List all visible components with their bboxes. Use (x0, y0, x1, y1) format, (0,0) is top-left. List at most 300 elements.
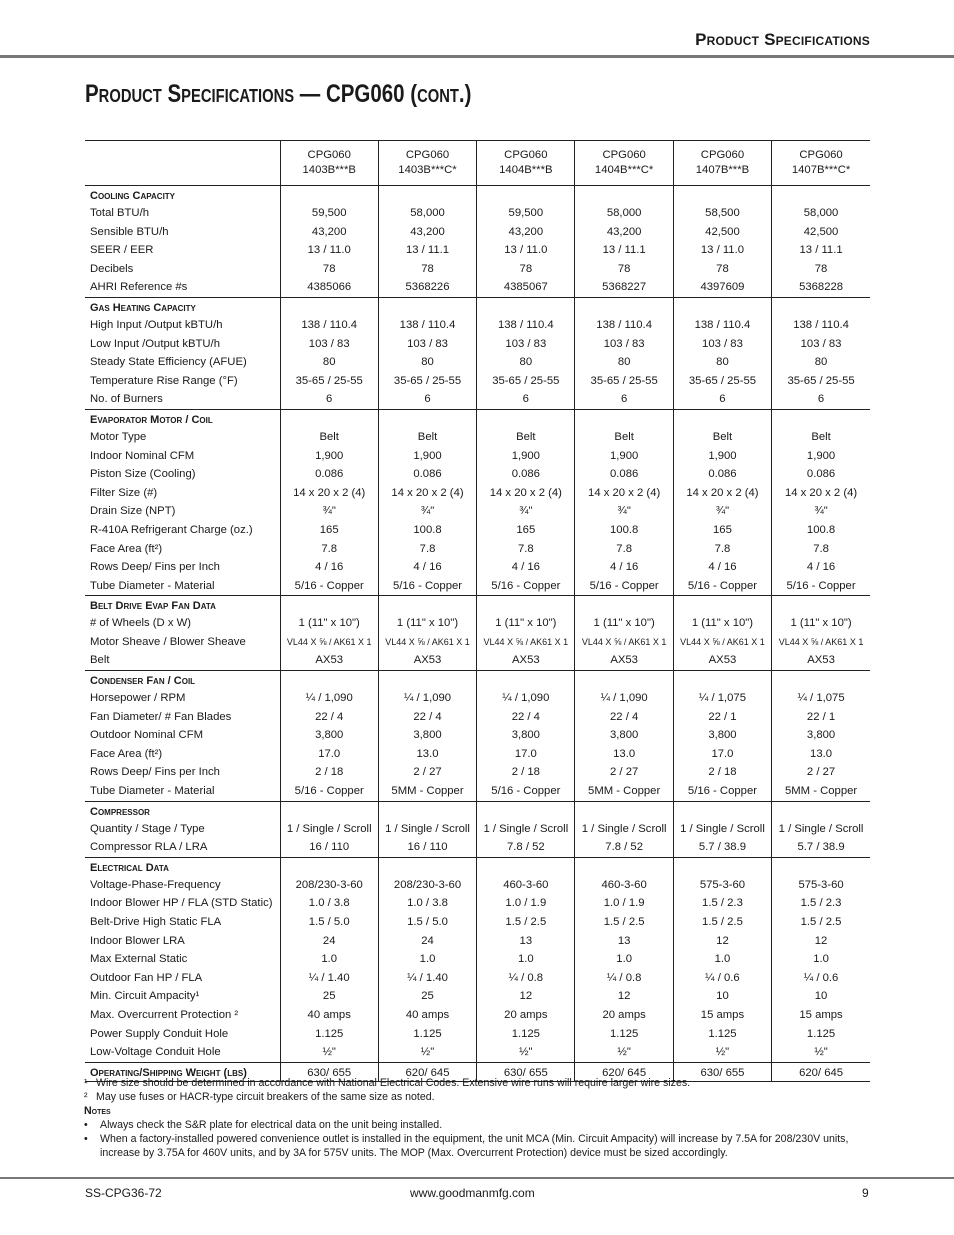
value-cell: 5368226 (378, 278, 476, 297)
row-label: Power Supply Conduit Hole (90, 1027, 229, 1040)
table-row (85, 932, 870, 951)
value-cell: 5/16 - Copper (280, 577, 378, 596)
value-cell: 1 (11" x 10") (477, 614, 575, 633)
value-cell: ¼ / 1,075 (673, 689, 771, 708)
value-cell: 43,200 (575, 223, 673, 242)
value-cell: 3,800 (575, 726, 673, 745)
value-cell: 5/16 - Copper (673, 577, 771, 596)
row-label: Max. Overcurrent Protection ² (90, 1008, 239, 1021)
value-cell: 1.5 / 5.0 (280, 913, 378, 932)
value-cell: VL44 X ⅝ / AK61 X 1 (772, 633, 870, 652)
value-cell: 5MM - Copper (575, 782, 673, 801)
value-cell: 22 / 4 (280, 708, 378, 727)
row-label: Indoor Nominal CFM (90, 449, 195, 462)
value-cell: 0.086 (772, 465, 870, 484)
value-cell: 17.0 (673, 745, 771, 764)
section-header-blank-cell (575, 801, 673, 820)
value-cell: ¼ / 1.40 (378, 969, 476, 988)
table-row (85, 540, 870, 559)
value-cell: 0.086 (378, 465, 476, 484)
value-cell: 59,500 (280, 204, 378, 223)
table-row (85, 745, 870, 764)
row-label: Motor Sheave / Blower Sheave (90, 635, 246, 648)
value-cell: 138 / 110.4 (477, 316, 575, 335)
value-cell: 13 / 11.1 (772, 241, 870, 260)
section-header-row (85, 596, 870, 615)
value-cell: VL44 X ⅝ / AK61 X 1 (673, 633, 771, 652)
value-cell: 5MM - Copper (772, 782, 870, 801)
footer-page-number: 9 (862, 1186, 869, 1200)
value-cell: 7.8 / 52 (575, 838, 673, 857)
footer-doc-id: SS-CPG36-72 (85, 1186, 162, 1200)
weight-value-cell: 630/ 655 (673, 1062, 771, 1081)
value-cell: 1.125 (378, 1025, 476, 1044)
table-row (85, 428, 870, 447)
value-cell: ¼ / 1,075 (772, 689, 870, 708)
section-title: Compressor (90, 805, 150, 818)
value-cell: 100.8 (772, 521, 870, 540)
value-cell: 35-65 / 25-55 (477, 372, 575, 391)
value-cell: 58,500 (673, 204, 771, 223)
table-row (85, 782, 870, 801)
row-label: Outdoor Nominal CFM (90, 729, 204, 742)
value-cell: Belt (575, 428, 673, 447)
section-header-blank-cell (673, 801, 771, 820)
value-cell: 1 / Single / Scroll (673, 820, 771, 839)
row-label: Low-Voltage Conduit Hole (85, 1043, 280, 1062)
section-header-blank-cell (378, 801, 476, 820)
value-cell: 13.0 (772, 745, 870, 764)
page-title: Product Specifications — CPG060 (cont.) (85, 80, 472, 108)
value-cell: 5/16 - Copper (280, 782, 378, 801)
value-cell: 4385066 (280, 278, 378, 297)
value-cell: 14 x 20 x 2 (4) (280, 484, 378, 503)
table-row (85, 484, 870, 503)
value-cell: 1.0 (280, 950, 378, 969)
row-label: AHRI Reference #s (85, 278, 280, 297)
value-cell: 103 / 83 (575, 335, 673, 354)
value-cell: 22 / 4 (575, 708, 673, 727)
value-cell: 460-3-60 (575, 876, 673, 895)
value-cell: 3,800 (280, 726, 378, 745)
value-cell: 35-65 / 25-55 (378, 372, 476, 391)
value-cell: 22 / 1 (772, 708, 870, 727)
value-cell: AX53 (772, 651, 870, 670)
value-cell: 2 / 18 (477, 763, 575, 782)
value-cell: 1,900 (280, 447, 378, 466)
value-cell: 13 / 11.0 (673, 241, 771, 260)
value-cell: 165 (673, 521, 771, 540)
row-label: Temperature Rise Range (°F) (90, 374, 238, 387)
section-header-blank-cell (280, 857, 378, 876)
table-row (85, 204, 870, 223)
value-cell: ¾" (280, 502, 378, 521)
row-label: Steady State Efficiency (AFUE) (90, 356, 247, 369)
section-header-blank-cell (477, 186, 575, 205)
section-header-blank-cell (378, 409, 476, 428)
section-header-blank-cell (477, 297, 575, 316)
value-cell: 13 / 11.1 (378, 241, 476, 260)
table-row (85, 447, 870, 466)
section-header-row (85, 857, 870, 876)
value-cell: 1,900 (772, 447, 870, 466)
value-cell: 20 amps (477, 1006, 575, 1025)
value-cell: ½" (378, 1043, 476, 1062)
value-cell: 3,800 (477, 726, 575, 745)
value-cell: 5/16 - Copper (673, 782, 771, 801)
value-cell: Belt (477, 428, 575, 447)
value-cell: 103 / 83 (280, 335, 378, 354)
row-label: Indoor Blower HP / FLA (STD Static) (90, 897, 273, 910)
section-header-row (85, 186, 870, 205)
value-cell: 22 / 4 (378, 708, 476, 727)
value-cell: 1.125 (772, 1025, 870, 1044)
row-label: Rows Deep/ Fins per Inch (90, 766, 220, 779)
value-cell: 1,900 (673, 447, 771, 466)
table-row (85, 241, 870, 260)
value-cell: 5368227 (575, 278, 673, 297)
value-cell: AX53 (477, 651, 575, 670)
value-cell: ½" (673, 1043, 771, 1062)
value-cell: 1 / Single / Scroll (772, 820, 870, 839)
value-cell: 575-3-60 (673, 876, 771, 895)
section-header-blank-cell (772, 596, 870, 615)
note-item: • When a factory-installed powered convenience outlet is installed in the equipment, the unit MCA (Min. Circuit Ampacity) will increase by 7.5A for 208/230V units, increase by 3.75A for 460V units, and by 3A for 575V units. The MOP (Max. Overcurrent Protection) device must be sized accordingly. (84, 1133, 849, 1159)
table-row (85, 763, 870, 782)
value-cell: 14 x 20 x 2 (4) (477, 484, 575, 503)
value-cell: AX53 (378, 651, 476, 670)
section-title: Electrical Data (90, 861, 169, 874)
value-cell: 0.086 (280, 465, 378, 484)
row-label: Drain Size (NPT) (90, 505, 176, 518)
value-cell: 1.0 (673, 950, 771, 969)
value-cell: 1 / Single / Scroll (378, 820, 476, 839)
value-cell: 20 amps (575, 1006, 673, 1025)
table-row (85, 1006, 870, 1025)
model-header-5: CPG060 1407B***B (673, 141, 771, 186)
row-label: Voltage-Phase-Frequency (90, 878, 221, 891)
table-row (85, 372, 870, 391)
value-cell: ¾" (772, 502, 870, 521)
section-header-row (85, 671, 870, 690)
value-cell: 80 (673, 353, 771, 372)
section-header-blank-cell (477, 409, 575, 428)
value-cell: 5MM - Copper (378, 782, 476, 801)
value-cell: 6 (673, 390, 771, 409)
model-header-4: CPG060 1404B***C* (575, 141, 673, 186)
header-blank-cell (85, 141, 280, 186)
section-header-blank-cell (477, 801, 575, 820)
value-cell: 1 / Single / Scroll (575, 820, 673, 839)
value-cell: 42,500 (772, 223, 870, 242)
row-label: Quantity / Stage / Type (90, 822, 205, 835)
value-cell: 575-3-60 (772, 876, 870, 895)
value-cell: 35-65 / 25-55 (280, 372, 378, 391)
section-header-blank-cell (280, 596, 378, 615)
table-row (85, 913, 870, 932)
value-cell: 103 / 83 (477, 335, 575, 354)
section-title: Belt Drive Evap Fan Data (90, 600, 216, 613)
value-cell: 2 / 27 (575, 763, 673, 782)
value-cell: ½" (477, 1043, 575, 1062)
value-cell: 138 / 110.4 (575, 316, 673, 335)
value-cell: 14 x 20 x 2 (4) (772, 484, 870, 503)
value-cell: 1.5 / 2.3 (673, 894, 771, 913)
value-cell: 1.0 (378, 950, 476, 969)
table-row (85, 820, 870, 839)
weight-value-cell: 620/ 645 (772, 1062, 870, 1081)
value-cell: 2 / 27 (378, 763, 476, 782)
value-cell: 1.5 / 2.3 (772, 894, 870, 913)
value-cell: 7.8 (378, 540, 476, 559)
value-cell: 5368228 (772, 278, 870, 297)
table-row (85, 950, 870, 969)
value-cell: 1.0 (575, 950, 673, 969)
value-cell: 7.8 (575, 540, 673, 559)
value-cell: 16 / 110 (280, 838, 378, 857)
value-cell: 3,800 (673, 726, 771, 745)
table-row (85, 521, 870, 540)
value-cell: 7.8 (673, 540, 771, 559)
value-cell: 35-65 / 25-55 (772, 372, 870, 391)
value-cell: 4385067 (477, 278, 575, 297)
weight-row-label: Operating/Shipping Weight (lbs) (85, 1062, 280, 1081)
table-row (85, 894, 870, 913)
value-cell: 460-3-60 (477, 876, 575, 895)
value-cell: 25 (280, 987, 378, 1006)
value-cell: 1.5 / 5.0 (378, 913, 476, 932)
value-cell: 78 (772, 260, 870, 279)
value-cell: 1 (11" x 10") (575, 614, 673, 633)
value-cell: 1 (11" x 10") (378, 614, 476, 633)
weight-value-cell: 630/ 655 (280, 1062, 378, 1081)
value-cell: 24 (280, 932, 378, 951)
model-header-3: CPG060 1404B***B (477, 141, 575, 186)
section-header-blank-cell (477, 857, 575, 876)
section-header-blank-cell (575, 409, 673, 428)
spec-table-body (85, 186, 870, 1082)
row-label: Face Area (ft²) (90, 542, 163, 555)
table-row (85, 390, 870, 409)
value-cell: 14 x 20 x 2 (4) (673, 484, 771, 503)
footnotes (84, 1076, 874, 1160)
section-header-blank-cell (673, 409, 771, 428)
table-row (85, 726, 870, 745)
section-header-blank-cell (772, 409, 870, 428)
value-cell: 10 (772, 987, 870, 1006)
row-label: # of Wheels (D x W) (90, 617, 192, 630)
value-cell: ¼ / 0.6 (673, 969, 771, 988)
value-cell: 138 / 110.4 (673, 316, 771, 335)
weight-value-cell: 620/ 645 (378, 1062, 476, 1081)
value-cell: 6 (477, 390, 575, 409)
row-label: Total BTU/h (90, 207, 150, 219)
table-row (85, 558, 870, 577)
value-cell: 4 / 16 (772, 558, 870, 577)
value-cell: 13 / 11.0 (280, 241, 378, 260)
value-cell: 138 / 110.4 (378, 316, 476, 335)
footnote-2: ² May use fuses or HACR-type circuit breakers of the same size as noted. (84, 1091, 435, 1103)
value-cell: 208/230-3-60 (378, 876, 476, 895)
value-cell: 1.0 / 3.8 (378, 894, 476, 913)
section-header-row (85, 801, 870, 820)
section-header-blank-cell (378, 671, 476, 690)
value-cell: 78 (575, 260, 673, 279)
table-row (85, 316, 870, 335)
value-cell: 4397609 (673, 278, 771, 297)
value-cell: 5.7 / 38.9 (772, 838, 870, 857)
value-cell: 80 (280, 353, 378, 372)
value-cell: 103 / 83 (772, 335, 870, 354)
value-cell: ¼ / 0.6 (772, 969, 870, 988)
table-row (85, 987, 870, 1006)
value-cell: 1.5 / 2.5 (673, 913, 771, 932)
value-cell: 17.0 (477, 745, 575, 764)
section-title: Condenser Fan / Coil (90, 675, 196, 688)
value-cell: 35-65 / 25-55 (575, 372, 673, 391)
value-cell: 43,200 (477, 223, 575, 242)
weight-value-cell: 630/ 655 (477, 1062, 575, 1081)
section-header-blank-cell (772, 186, 870, 205)
value-cell: 5/16 - Copper (378, 577, 476, 596)
value-cell: 5.7 / 38.9 (673, 838, 771, 857)
value-cell: 58,000 (772, 204, 870, 223)
value-cell: ¼ / 1,090 (477, 689, 575, 708)
row-label: Tube Diameter - Material (85, 577, 280, 596)
section-header-blank-cell (378, 857, 476, 876)
value-cell: 1,900 (575, 447, 673, 466)
value-cell: 78 (280, 260, 378, 279)
value-cell: VL44 X ⅝ / AK61 X 1 (575, 633, 673, 652)
section-title: Gas Heating Capacity (90, 301, 196, 314)
value-cell: 43,200 (378, 223, 476, 242)
table-row (85, 278, 870, 297)
table-row (85, 708, 870, 727)
row-label: Outdoor Fan HP / FLA (90, 971, 203, 984)
value-cell: 1.125 (280, 1025, 378, 1044)
value-cell: 14 x 20 x 2 (4) (575, 484, 673, 503)
table-row (85, 838, 870, 857)
value-cell: 80 (378, 353, 476, 372)
value-cell: 5/16 - Copper (772, 577, 870, 596)
value-cell: 58,000 (575, 204, 673, 223)
value-cell: 7.8 (280, 540, 378, 559)
table-row (85, 876, 870, 895)
value-cell: 4 / 16 (477, 558, 575, 577)
value-cell: 6 (575, 390, 673, 409)
table-row (85, 614, 870, 633)
value-cell: 1.0 / 1.9 (575, 894, 673, 913)
table-row (85, 502, 870, 521)
value-cell: 1 (11" x 10") (772, 614, 870, 633)
value-cell: 24 (378, 932, 476, 951)
section-header-blank-cell (477, 671, 575, 690)
section-header-blank-cell (772, 671, 870, 690)
section-header-blank-cell (673, 671, 771, 690)
row-label: Tube Diameter - Material (85, 782, 280, 801)
value-cell: 1 (11" x 10") (673, 614, 771, 633)
value-cell: 7.8 (477, 540, 575, 559)
section-header-row (85, 297, 870, 316)
table-row (85, 260, 870, 279)
value-cell: ¼ / 1,090 (280, 689, 378, 708)
value-cell: 15 amps (673, 1006, 771, 1025)
row-label: Belt-Drive High Static FLA (90, 916, 222, 928)
value-cell: 25 (378, 987, 476, 1006)
value-cell: ¼ / 1.40 (280, 969, 378, 988)
value-cell: 1.0 / 3.8 (280, 894, 378, 913)
section-header-blank-cell (378, 596, 476, 615)
section-header-blank-cell (673, 857, 771, 876)
value-cell: 12 (575, 987, 673, 1006)
row-label: Min. Circuit Ampacity¹ (90, 990, 200, 1003)
top-divider (0, 55, 954, 58)
value-cell: ¾" (477, 502, 575, 521)
value-cell: Belt (772, 428, 870, 447)
value-cell: ¾" (378, 502, 476, 521)
value-cell: ½" (772, 1043, 870, 1062)
row-label: Horsepower / RPM (90, 692, 186, 705)
row-label: Belt (85, 651, 280, 670)
section-header-blank-cell (280, 671, 378, 690)
value-cell: ¼ / 1,090 (575, 689, 673, 708)
value-cell: 1.125 (477, 1025, 575, 1044)
value-cell: 6 (378, 390, 476, 409)
value-cell: VL44 X ⅝ / AK61 X 1 (477, 633, 575, 652)
spec-table (85, 140, 870, 1082)
value-cell: 1.5 / 2.5 (477, 913, 575, 932)
value-cell: 1.5 / 2.5 (575, 913, 673, 932)
row-label: Decibels (90, 262, 134, 275)
value-cell: 100.8 (378, 521, 476, 540)
value-cell: 1,900 (477, 447, 575, 466)
table-row (85, 223, 870, 242)
value-cell: 4 / 16 (378, 558, 476, 577)
value-cell: 35-65 / 25-55 (673, 372, 771, 391)
value-cell: 103 / 83 (673, 335, 771, 354)
value-cell: 17.0 (280, 745, 378, 764)
value-cell: 138 / 110.4 (772, 316, 870, 335)
value-cell: 22 / 1 (673, 708, 771, 727)
section-header-blank-cell (280, 409, 378, 428)
value-cell: 16 / 110 (378, 838, 476, 857)
value-cell: 40 amps (280, 1006, 378, 1025)
value-cell: 59,500 (477, 204, 575, 223)
value-cell: 0.086 (673, 465, 771, 484)
row-label: Piston Size (Cooling) (90, 468, 196, 481)
value-cell: ¼ / 0.8 (477, 969, 575, 988)
value-cell: 2 / 18 (280, 763, 378, 782)
value-cell: 58,000 (378, 204, 476, 223)
value-cell: 1.125 (673, 1025, 771, 1044)
row-label: Fan Diameter/ # Fan Blades (90, 710, 232, 723)
value-cell: 4 / 16 (673, 558, 771, 577)
weight-value-cell: 620/ 645 (575, 1062, 673, 1081)
value-cell: 165 (280, 521, 378, 540)
table-header-row (85, 141, 870, 186)
value-cell: 0.086 (575, 465, 673, 484)
section-header-blank-cell (772, 297, 870, 316)
value-cell: 78 (477, 260, 575, 279)
table-row (85, 651, 870, 670)
value-cell: 13 / 11.0 (477, 241, 575, 260)
section-header-blank-cell (772, 857, 870, 876)
section-header-blank-cell (772, 801, 870, 820)
row-label: SEER / EER (90, 244, 154, 257)
row-label: Face Area (ft²) (90, 747, 163, 760)
row-label: Low Input /Output kBTU/h (90, 337, 220, 350)
value-cell: 13 (575, 932, 673, 951)
